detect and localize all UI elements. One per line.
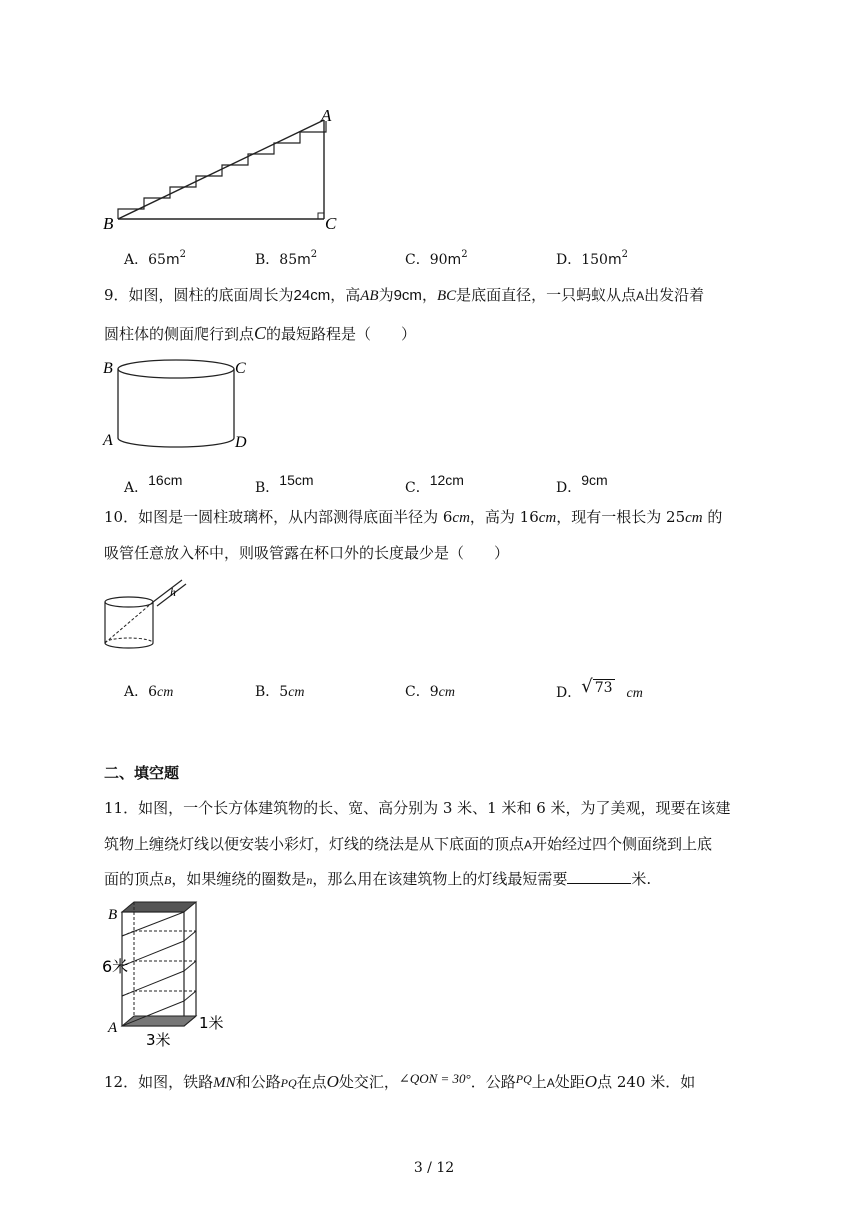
box-figure xyxy=(100,898,240,1050)
q10-option-a[interactable]: A．6cm xyxy=(124,684,174,700)
spiral-lines xyxy=(122,912,196,1026)
q11-stem-line3: 面的顶点B，如果缠绕的圈数是n，那么用在该建筑物上的灯线最短需要 米. xyxy=(104,870,652,888)
hypotenuse-BA xyxy=(118,120,324,219)
q9-option-c[interactable]: C．12cm xyxy=(405,472,464,496)
label-C: C xyxy=(325,214,337,233)
staircase-figure xyxy=(100,105,350,235)
glass-figure xyxy=(100,575,200,655)
q10-option-b[interactable]: B．5cm xyxy=(255,684,305,700)
q11-stem-line2: 筑物上缠绕灯线以便安装小彩灯，灯线的绕法是从下底面的顶点A开始经过四个侧面绕到上底 xyxy=(104,835,713,853)
cylinder-figure xyxy=(100,355,260,455)
box-top-face xyxy=(122,902,196,912)
q9-option-b[interactable]: B．15cm xyxy=(255,472,314,496)
section-title: 二、填空题 xyxy=(104,764,180,782)
glass-bottom-front xyxy=(105,643,153,648)
q12-stem-line1: 12．如图，铁路MN和公路PQ在点O处交汇，∠QON = 30°．公路$^{PQ}$上A处距O点 240 米．如 xyxy=(104,1071,696,1091)
page-number: 3 / 12 xyxy=(413,1160,455,1176)
box-front xyxy=(122,912,184,1026)
label-B: B xyxy=(103,360,113,377)
q9-option-d[interactable]: D．9cm xyxy=(556,472,608,496)
label-B: B xyxy=(108,907,118,923)
label-C: C xyxy=(235,360,246,377)
label-B: B xyxy=(103,214,114,233)
q9-stem-line1: 9．如图，圆柱的底面周长为24cm，高AB为9cm，BC是底面直径，一只蚂蚁从点A出发沿着 xyxy=(104,286,705,304)
answer-blank[interactable] xyxy=(567,868,631,884)
q10-stem-line1: 10．如图是一圆柱玻璃杯，从内部测得底面半径为 6cm，高为 16cm，现有一根长为 25cm 的 xyxy=(104,508,723,526)
straw-inside xyxy=(105,602,153,643)
q8-option-a[interactable]: A．$65m^2$ xyxy=(124,249,186,268)
q11-stem-line1: 11．如图，一个长方体建筑物的长、宽、高分别为 3 米、1 米和 6 米，为了美观，现要在该建 xyxy=(104,799,731,817)
q9-option-a[interactable]: A．16cm xyxy=(124,472,183,496)
label-A: A xyxy=(108,1020,118,1036)
q8-option-c[interactable]: C．$90m^2$ xyxy=(405,249,468,268)
right-angle-mark xyxy=(318,213,324,219)
label-A: A xyxy=(103,432,113,449)
q10-option-d[interactable]: D．√ 73 cm xyxy=(556,676,643,701)
label-width: 1米 xyxy=(199,1014,224,1032)
label-height: 6米 xyxy=(102,957,129,976)
q10-stem-line2: 吸管任意放入杯中，则吸管露在杯口外的长度最少是（ ） xyxy=(104,544,510,562)
cylinder-top xyxy=(118,360,234,378)
q10-option-c[interactable]: C．9cm xyxy=(405,684,455,700)
glass-top xyxy=(105,597,153,607)
glass-bottom-back xyxy=(105,638,153,643)
q8-option-b[interactable]: B．$85m^2$ xyxy=(255,249,318,268)
label-D: D xyxy=(235,434,247,451)
label-h: h xyxy=(170,585,176,599)
q8-option-d[interactable]: D．$150m^2$ xyxy=(556,249,628,268)
label-A: A xyxy=(321,106,332,125)
sqrt-sign: √ xyxy=(581,676,593,697)
cylinder-bottom-front xyxy=(118,438,234,447)
q9-stem-line2: 圆柱体的侧面爬行到点C的最短路程是（ ） xyxy=(104,323,417,343)
label-length: 3米 xyxy=(146,1031,171,1049)
